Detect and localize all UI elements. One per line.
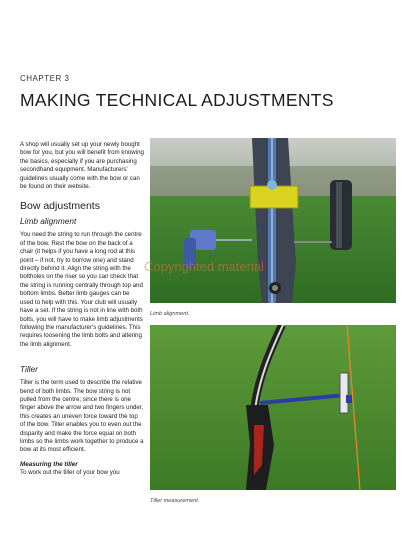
copyright-watermark: Copyrighted material: [144, 259, 264, 274]
tiller-measurement-photo: [150, 325, 396, 490]
tiller-body: Tiller is the term used to describe the relative bend of both limbs. The bow string is not pulled from the centre; since there is one finger above the arrow and two fingers under, this creates an uneven force toward the top of the bow. Tiller enables you to even out the disparity and make the force equal on both limbs so the limbs work together to produce a bow at its most efficient.: [20, 379, 144, 454]
chapter-label: CHAPTER 3: [20, 74, 70, 83]
limb-alignment-photo: [150, 138, 396, 303]
text-column: [20, 141, 144, 477]
section-heading: Bow adjustments: [20, 200, 100, 213]
limb-alignment-heading: Limb alignment: [20, 216, 77, 227]
intro-paragraph: A shop will usually set up your newly bought bow for you, but you will benefit from knowing the basics, especially if you are purchasing secondhand equipment. Manufacturers' guidelines usually come with the bow or can be found on their website.: [20, 141, 144, 191]
measuring-tiller-body: To work out the tiller of your bow you: [20, 468, 120, 476]
page-title: MAKING TECHNICAL ADJUSTMENTS: [20, 90, 334, 110]
limb-alignment-body: You need the string to run through the centre of the bow. Rest the bow on the back of a chair (it helps if you have a long rod at this point – if not, try to borrow one) and stand directly behind it. Align the string with the boltholes on the riser so you can check that the string is running centrally through top and bottom limbs. Better limb gauges can be used to help with this. Your club will usually have a set. If the string is not in line with both bolts, you will have to make limb adjustments following the manufacturer's guidelines. This requires loosening the limb bolts and altering the limb alignment.: [20, 231, 143, 348]
limb-alignment-caption: Limb alignment.: [150, 311, 190, 317]
tiller-heading: Tiller: [20, 364, 38, 375]
measuring-tiller-heading: Measuring the tiller: [20, 460, 78, 468]
tiller-measurement-caption: Tiller measurement.: [150, 498, 200, 504]
